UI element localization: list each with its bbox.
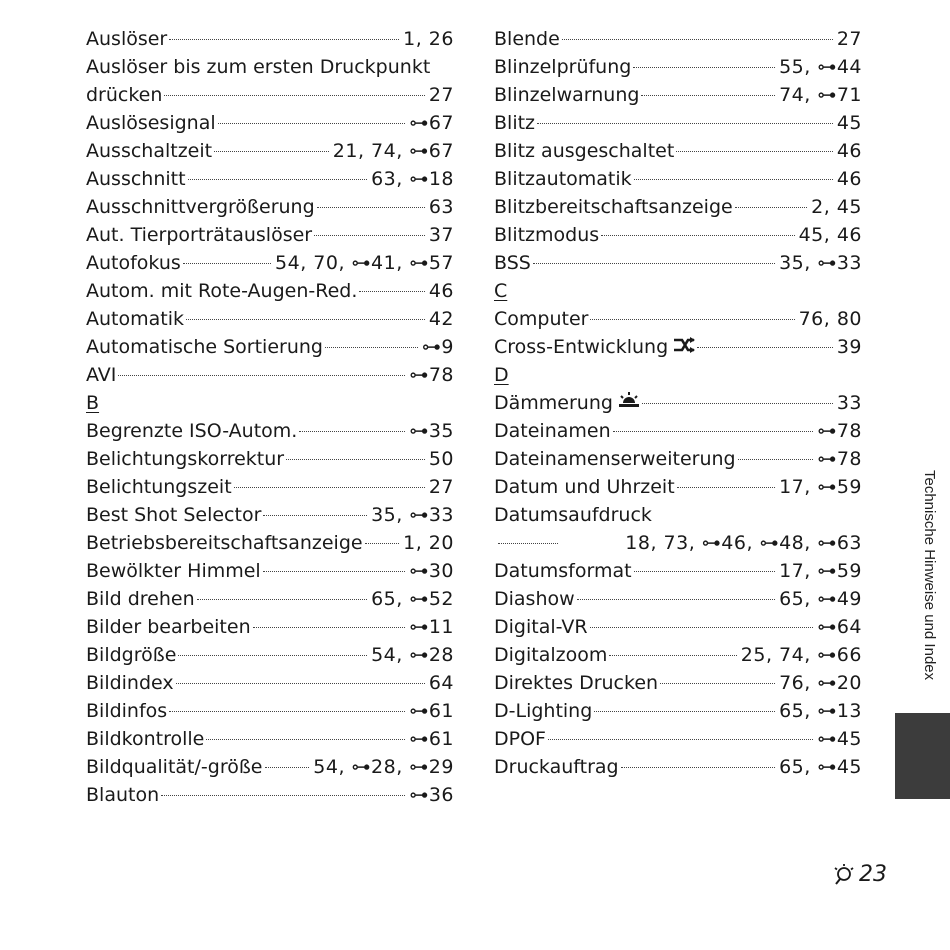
index-entry <box>494 557 862 585</box>
dot-leader <box>590 627 814 628</box>
dot-leader <box>641 95 775 96</box>
index-term: Autom. mit Rote-Augen-Red. <box>86 280 358 302</box>
index-entry <box>494 613 862 641</box>
index-entry <box>494 501 862 529</box>
page-references: 42 <box>428 308 454 330</box>
page-references: 27 <box>428 84 454 106</box>
page-references: ⊶78 <box>409 364 454 386</box>
page-references: ⊶11 <box>409 616 454 638</box>
dot-leader <box>365 543 400 544</box>
index-entry <box>86 277 454 305</box>
index-entry <box>494 81 862 109</box>
index-entry <box>494 389 862 417</box>
page-references: ⊶45 <box>817 728 862 750</box>
index-entry <box>494 669 862 697</box>
index-term: Best Shot Selector <box>86 504 262 526</box>
page-references: 54, 70, ⊶41, ⊶57 <box>275 252 454 274</box>
page-references: 76, ⊶20 <box>779 672 862 694</box>
index-entry <box>494 53 862 81</box>
dot-leader <box>325 347 418 348</box>
index-term: D-Lighting <box>494 700 593 722</box>
index-entry <box>86 445 454 473</box>
dot-leader <box>314 235 425 236</box>
index-entry <box>86 557 454 585</box>
dot-leader <box>186 319 425 320</box>
dot-leader <box>738 459 814 460</box>
page-references: 50 <box>428 448 454 470</box>
index-term: Belichtungskorrektur <box>86 448 285 470</box>
dot-leader <box>677 487 775 488</box>
index-entry <box>494 725 862 753</box>
dot-leader <box>265 767 310 768</box>
dot-leader <box>735 207 807 208</box>
dot-leader <box>253 627 406 628</box>
index-term: Blinzelwarnung <box>494 84 640 106</box>
dot-leader <box>161 795 405 796</box>
dot-leader <box>613 431 814 432</box>
index-term: Diashow <box>494 588 575 610</box>
page-references: 2, 45 <box>811 196 862 218</box>
index-entry <box>86 53 454 81</box>
dot-leader <box>609 655 736 656</box>
dot-leader <box>176 683 425 684</box>
index-term: drücken <box>86 84 163 106</box>
page-references: 74, ⊶71 <box>779 84 862 106</box>
page-references: 63, ⊶18 <box>371 168 454 190</box>
page-references: 17, ⊶59 <box>779 560 862 582</box>
page-references: 65, ⊶52 <box>371 588 454 610</box>
page-references: 46 <box>836 140 862 162</box>
index-term: Blauton <box>86 784 160 806</box>
index-term: BSS <box>494 252 531 274</box>
page-references: 1, 26 <box>403 28 454 50</box>
dot-leader <box>169 39 399 40</box>
index-entry <box>86 669 454 697</box>
page-references: 37 <box>428 224 454 246</box>
page-references: 45 <box>836 112 862 134</box>
index-entry <box>86 417 454 445</box>
index-entry <box>86 613 454 641</box>
index-entry <box>494 137 862 165</box>
index-term: Automatik <box>86 308 184 330</box>
heading-letter: B <box>86 392 100 414</box>
index-entry <box>494 165 862 193</box>
index-term: Datum und Uhrzeit <box>494 476 675 498</box>
dot-leader <box>263 571 406 572</box>
index-term: Blinzelprüfung <box>494 56 632 78</box>
index-entry <box>86 25 454 53</box>
page-references: ⊶9 <box>421 336 454 358</box>
dot-leader <box>562 39 833 40</box>
page-references: 55, ⊶44 <box>779 56 862 78</box>
index-term: Datumsformat <box>494 560 632 582</box>
index-entry <box>494 25 862 53</box>
dot-leader <box>621 767 775 768</box>
dot-leader <box>660 683 775 684</box>
index-term: Bildqualität/-größe <box>86 756 263 778</box>
index-entry <box>494 753 862 781</box>
index-entry <box>86 781 454 809</box>
page-references: ⊶78 <box>817 420 862 442</box>
index-entry <box>86 725 454 753</box>
dot-leader <box>317 207 425 208</box>
page-references: 76, 80 <box>798 308 862 330</box>
index-term: DPOF <box>494 728 546 750</box>
index-term: Autofokus <box>86 252 181 274</box>
page-references: 21, 74, ⊶67 <box>332 140 454 162</box>
page-references: 18, 73, ⊶46, ⊶48, ⊶63 <box>625 532 862 554</box>
index-term: Ausschnitt <box>86 168 186 190</box>
page-references: ⊶35 <box>409 420 454 442</box>
index-term: Begrenzte ISO-Autom. <box>86 420 298 442</box>
index-term: Blitz <box>494 112 536 134</box>
index-term: Betriebsbereitschaftsanzeige <box>86 532 363 554</box>
page-references: 1, 20 <box>403 532 454 554</box>
dot-leader <box>634 571 775 572</box>
index-entry <box>86 333 454 361</box>
dot-leader <box>697 347 833 348</box>
dot-leader <box>206 739 405 740</box>
index-entry <box>86 221 454 249</box>
index-entry <box>494 305 862 333</box>
page-references: ⊶30 <box>409 560 454 582</box>
index-term: Auslösesignal <box>86 112 216 134</box>
page-references: ⊶67 <box>409 112 454 134</box>
dot-leader <box>234 487 425 488</box>
index-entry <box>86 753 454 781</box>
dot-leader <box>548 739 813 740</box>
page-references: ⊶36 <box>409 784 454 806</box>
dot-leader <box>178 655 367 656</box>
dot-leader <box>601 235 794 236</box>
dot-leader <box>590 319 794 320</box>
page-number-value: 23 <box>859 862 887 887</box>
index-column-left <box>86 25 454 809</box>
index-term: Direktes Drucken <box>494 672 659 694</box>
dot-leader <box>359 291 424 292</box>
index-term: Bewölkter Himmel <box>86 560 261 582</box>
dot-leader <box>188 179 368 180</box>
index-entry <box>494 249 862 277</box>
page-references: 46 <box>836 168 862 190</box>
index-entry <box>86 473 454 501</box>
index-entry <box>86 529 454 557</box>
index-term: Belichtungszeit <box>86 476 232 498</box>
index-term: Digitalzoom <box>494 644 608 666</box>
index-term: Dateinamen <box>494 420 611 442</box>
dot-leader <box>594 711 775 712</box>
page-references: 65, ⊶45 <box>779 756 862 778</box>
index-term: Datumsaufdruck <box>494 504 652 526</box>
index-entry <box>86 193 454 221</box>
index-entry <box>86 165 454 193</box>
index-term: Blitzbereitschaftsanzeige <box>494 196 733 218</box>
index-entry <box>86 641 454 669</box>
page-references: ⊶78 <box>817 448 862 470</box>
dot-leader <box>634 179 833 180</box>
page-references: 46 <box>428 280 454 302</box>
index-letter-heading <box>86 389 454 417</box>
index-term: Ausschnittvergrößerung <box>86 196 315 218</box>
page-references: 65, ⊶49 <box>779 588 862 610</box>
index-term: Blende <box>494 28 560 50</box>
index-column-right <box>494 25 862 781</box>
page-references: 54, ⊶28, ⊶29 <box>313 756 454 778</box>
index-term: Druckauftrag <box>494 756 619 778</box>
index-entry <box>86 305 454 333</box>
dot-leader <box>299 431 405 432</box>
page-references: 65, ⊶13 <box>779 700 862 722</box>
page-references: 63 <box>428 196 454 218</box>
index-entry <box>86 137 454 165</box>
dot-leader <box>286 459 425 460</box>
index-entry <box>494 417 862 445</box>
dot-leader <box>537 123 833 124</box>
dot-leader <box>197 599 367 600</box>
index-entry <box>494 473 862 501</box>
index-term: Computer <box>494 308 589 330</box>
index-entry <box>86 81 454 109</box>
page-references: 33 <box>836 392 862 414</box>
index-term: Ausschaltzeit <box>86 140 213 162</box>
dot-leader <box>218 123 406 124</box>
index-entry <box>86 249 454 277</box>
dot-leader <box>642 403 833 404</box>
section-tab-marker <box>895 713 950 799</box>
index-entry <box>86 109 454 137</box>
reference-tip-icon <box>832 863 856 887</box>
index-entry <box>86 697 454 725</box>
page-references: 39 <box>836 336 862 358</box>
index-entry <box>86 361 454 389</box>
index-term: Bildkontrolle <box>86 728 205 750</box>
index-term: Bildinfos <box>86 700 168 722</box>
dot-leader <box>118 375 405 376</box>
dot-leader <box>577 599 775 600</box>
dot-leader <box>498 543 558 544</box>
index-entry <box>494 109 862 137</box>
heading-letter: D <box>494 364 509 386</box>
index-entry <box>494 445 862 473</box>
dot-leader <box>533 263 775 264</box>
index-term: Automatische Sortierung <box>86 336 323 358</box>
index-term: Auslöser <box>86 28 168 50</box>
page-references: 35, ⊶33 <box>371 504 454 526</box>
index-term: Aut. Tierporträtauslöser <box>86 224 313 246</box>
index-entry <box>86 501 454 529</box>
index-term: Dämmerung <box>494 392 613 414</box>
index-term: Digital-VR <box>494 616 588 638</box>
index-term: Bildindex <box>86 672 174 694</box>
cross-process-icon <box>673 334 695 362</box>
index-entry <box>494 697 862 725</box>
dusk-icon <box>618 390 640 418</box>
dot-leader <box>676 151 833 152</box>
dot-leader <box>633 67 775 68</box>
index-term: Dateinamenserweiterung <box>494 448 736 470</box>
page-references: 54, ⊶28 <box>371 644 454 666</box>
dot-leader <box>214 151 329 152</box>
index-entry <box>494 585 862 613</box>
index-term: Bildgröße <box>86 644 177 666</box>
dot-leader <box>183 263 271 264</box>
dot-leader <box>164 95 424 96</box>
index-letter-heading <box>494 277 862 305</box>
dot-leader <box>169 711 405 712</box>
heading-letter: C <box>494 280 508 302</box>
index-entry <box>494 529 862 557</box>
index-term: Blitzmodus <box>494 224 600 246</box>
page-references: 25, 74, ⊶66 <box>740 644 862 666</box>
index-entry <box>494 193 862 221</box>
section-side-label: Technische Hinweise und Index <box>921 470 938 681</box>
page-references: ⊶61 <box>409 700 454 722</box>
page-references: 45, 46 <box>798 224 862 246</box>
index-entry <box>494 641 862 669</box>
index-entry <box>494 333 862 361</box>
page-number <box>832 862 887 887</box>
page-references: 35, ⊶33 <box>779 252 862 274</box>
page-references: 17, ⊶59 <box>779 476 862 498</box>
index-term: Auslöser bis zum ersten Druckpunkt <box>86 56 431 78</box>
page-references: 27 <box>428 476 454 498</box>
index-letter-heading <box>494 361 862 389</box>
page-references: 27 <box>836 28 862 50</box>
index-term: Blitzautomatik <box>494 168 632 190</box>
page-references: ⊶61 <box>409 728 454 750</box>
index-entry <box>494 221 862 249</box>
index-term: AVI <box>86 364 117 386</box>
index-term: Bild drehen <box>86 588 195 610</box>
index-term: Cross-Entwicklung <box>494 336 669 358</box>
index-term: Blitz ausgeschaltet <box>494 140 675 162</box>
index-entry <box>86 585 454 613</box>
page-references: ⊶64 <box>817 616 862 638</box>
index-term: Bilder bearbeiten <box>86 616 251 638</box>
dot-leader <box>263 515 367 516</box>
page-references: 64 <box>428 672 454 694</box>
